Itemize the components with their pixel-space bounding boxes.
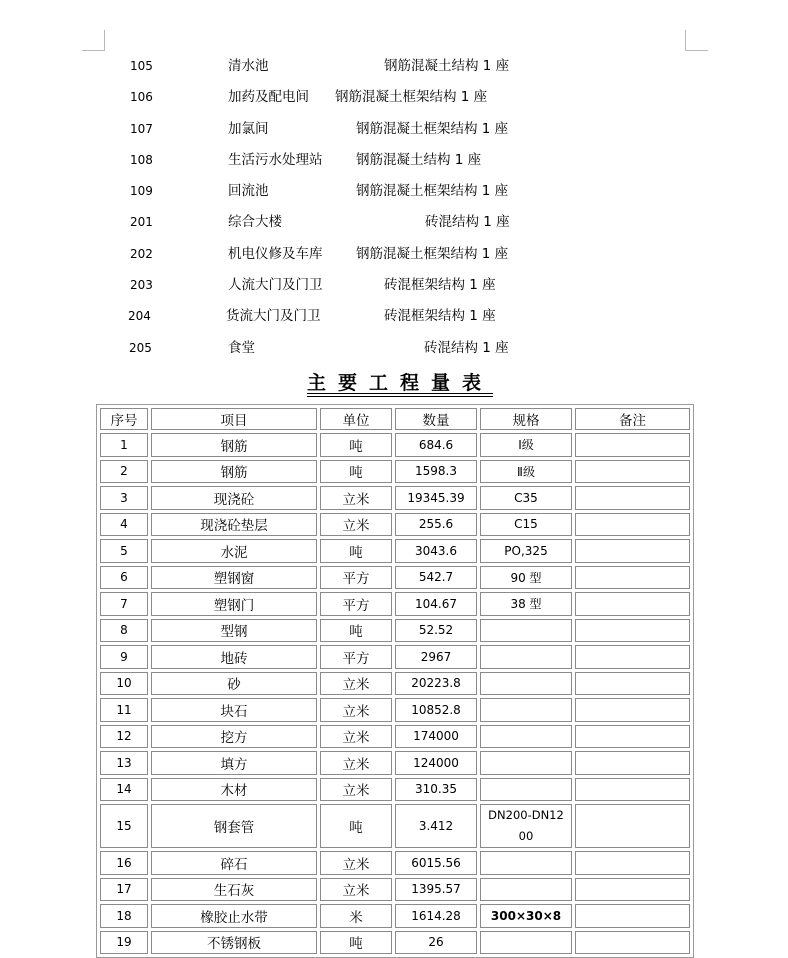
table-row <box>100 645 690 669</box>
note-cell <box>575 619 690 643</box>
quantity-cell: 104.67 <box>395 592 477 616</box>
note-cell <box>575 878 690 902</box>
structure-type: 钢筋混凝土框架结构 1 座 <box>356 245 509 262</box>
structure-list <box>0 51 788 364</box>
structure-type: 钢筋混凝土框架结构 1 座 <box>356 120 509 137</box>
row-number-cell: 2 <box>100 460 148 484</box>
structure-number: 107 <box>130 121 153 136</box>
row-number-cell: 15 <box>100 804 148 848</box>
row-number-cell: 6 <box>100 566 148 590</box>
spec-cell: Ⅱ级 <box>480 460 572 484</box>
unit-cell: 平方 <box>320 645 392 669</box>
item-cell: 挖方 <box>151 725 317 749</box>
note-cell <box>575 804 690 848</box>
note-cell <box>575 433 690 457</box>
unit-cell: 平方 <box>320 566 392 590</box>
structure-row <box>0 270 788 301</box>
structure-number: 203 <box>130 278 153 293</box>
spec-cell <box>480 672 572 696</box>
structure-row <box>0 145 788 176</box>
row-number-cell: 11 <box>100 698 148 722</box>
row-number-cell: 1 <box>100 433 148 457</box>
structure-name: 货流大门及门卫 <box>226 308 321 325</box>
structure-row <box>0 114 788 145</box>
structure-name: 回流池 <box>228 183 269 200</box>
note-cell <box>575 486 690 510</box>
table-row <box>100 433 690 457</box>
table-row <box>100 751 690 775</box>
note-cell <box>575 751 690 775</box>
item-cell: 不锈钢板 <box>151 931 317 955</box>
row-number-cell: 3 <box>100 486 148 510</box>
table-header-row <box>100 408 690 430</box>
note-cell <box>575 778 690 802</box>
item-cell: 木材 <box>151 778 317 802</box>
structure-row <box>0 333 788 364</box>
item-cell: 块石 <box>151 698 317 722</box>
unit-cell: 立米 <box>320 851 392 875</box>
note-cell <box>575 904 690 928</box>
item-cell: 橡胶止水带 <box>151 904 317 928</box>
header-cell: 规格 <box>480 408 572 430</box>
row-number-cell: 13 <box>100 751 148 775</box>
item-cell: 现浇砼垫层 <box>151 513 317 537</box>
item-cell: 塑钢门 <box>151 592 317 616</box>
structure-type: 钢筋混凝土结构 1 座 <box>384 58 510 74</box>
spec-cell: Ⅰ级 <box>480 433 572 457</box>
spec-cell: PO,325 <box>480 539 572 563</box>
unit-cell: 立米 <box>320 672 392 696</box>
row-number-cell: 8 <box>100 619 148 643</box>
note-cell <box>575 645 690 669</box>
quantity-cell: 1614.28 <box>395 904 477 928</box>
structure-type: 砖混结构 1 座 <box>425 214 510 231</box>
table-row <box>100 804 690 848</box>
quantity-cell: 1395.57 <box>395 878 477 902</box>
note-cell <box>575 672 690 696</box>
note-cell <box>575 851 690 875</box>
quantity-cell: 19345.39 <box>395 486 477 510</box>
row-number-cell: 18 <box>100 904 148 928</box>
unit-cell: 立米 <box>320 486 392 510</box>
row-number-cell: 9 <box>100 645 148 669</box>
spec-cell <box>480 931 572 955</box>
header-cell: 数量 <box>395 408 477 430</box>
spec-cell <box>480 878 572 902</box>
table-row <box>100 460 690 484</box>
structure-row <box>0 239 788 270</box>
unit-cell: 吨 <box>320 931 392 955</box>
note-cell <box>575 566 690 590</box>
quantity-cell: 1598.3 <box>395 460 477 484</box>
note-cell <box>575 513 690 537</box>
structure-name: 加氯间 <box>228 120 269 137</box>
unit-cell: 立米 <box>320 751 392 775</box>
structure-number: 105 <box>130 59 153 73</box>
structure-name: 人流大门及门卫 <box>228 277 323 294</box>
row-number-cell: 14 <box>100 778 148 802</box>
header-cell: 序号 <box>100 408 148 430</box>
item-cell: 现浇砼 <box>151 486 317 510</box>
unit-cell: 立米 <box>320 513 392 537</box>
unit-cell: 米 <box>320 904 392 928</box>
unit-cell: 吨 <box>320 539 392 563</box>
quantity-cell: 6015.56 <box>395 851 477 875</box>
unit-cell: 吨 <box>320 804 392 848</box>
structure-number: 106 <box>130 90 153 105</box>
structure-number: 205 <box>129 340 152 355</box>
structure-row <box>0 82 788 113</box>
spec-cell <box>480 725 572 749</box>
structure-row <box>0 176 788 207</box>
spec-cell <box>480 698 572 722</box>
item-cell: 生石灰 <box>151 878 317 902</box>
item-cell: 钢筋 <box>151 433 317 457</box>
spec-cell: C15 <box>480 513 572 537</box>
structure-row <box>0 207 788 238</box>
table-title: 主要工程量表 <box>306 372 493 394</box>
table-row <box>100 619 690 643</box>
table-row <box>100 486 690 510</box>
structure-name: 加药及配电间 <box>228 89 309 106</box>
row-number-cell: 19 <box>100 931 148 955</box>
spec-cell <box>480 751 572 775</box>
row-number-cell: 5 <box>100 539 148 563</box>
structure-number: 202 <box>130 246 153 261</box>
quantity-cell: 52.52 <box>395 619 477 643</box>
table-row <box>100 725 690 749</box>
table-row <box>100 851 690 875</box>
structure-name: 生活污水处理站 <box>228 151 323 168</box>
unit-cell: 平方 <box>320 592 392 616</box>
structure-name: 食堂 <box>228 339 255 356</box>
note-cell <box>575 725 690 749</box>
spec-cell <box>480 851 572 875</box>
row-number-cell: 10 <box>100 672 148 696</box>
table-row <box>100 672 690 696</box>
unit-cell: 吨 <box>320 460 392 484</box>
spec-cell: C35 <box>480 486 572 510</box>
table-row <box>100 904 690 928</box>
structure-number: 204 <box>128 309 151 324</box>
table-row <box>100 539 690 563</box>
item-cell: 钢套管 <box>151 804 317 848</box>
row-number-cell: 7 <box>100 592 148 616</box>
structure-type: 钢筋混凝土框架结构 1 座 <box>356 183 509 200</box>
note-cell <box>575 931 690 955</box>
row-number-cell: 4 <box>100 513 148 537</box>
note-cell <box>575 460 690 484</box>
structure-type: 砖混框架结构 1 座 <box>384 308 496 325</box>
spec-cell <box>480 619 572 643</box>
spec-cell <box>480 778 572 802</box>
table-row <box>100 931 690 955</box>
structure-type: 砖混结构 1 座 <box>424 339 509 356</box>
unit-cell: 立米 <box>320 778 392 802</box>
quantity-cell: 2967 <box>395 645 477 669</box>
quantity-cell: 255.6 <box>395 513 477 537</box>
quantity-cell: 310.35 <box>395 778 477 802</box>
quantity-table <box>96 404 694 958</box>
spec-cell: 300×30×8 <box>480 904 572 928</box>
item-cell: 碎石 <box>151 851 317 875</box>
spec-cell: 38 型 <box>480 592 572 616</box>
item-cell: 砂 <box>151 672 317 696</box>
quantity-cell: 124000 <box>395 751 477 775</box>
page-corner-mark-right <box>685 30 708 51</box>
row-number-cell: 17 <box>100 878 148 902</box>
quantity-cell: 26 <box>395 931 477 955</box>
row-number-cell: 12 <box>100 725 148 749</box>
unit-cell: 立米 <box>320 878 392 902</box>
item-cell: 钢筋 <box>151 460 317 484</box>
quantity-cell: 542.7 <box>395 566 477 590</box>
structure-name: 清水池 <box>228 58 269 74</box>
page-corner-mark-left <box>82 30 105 51</box>
row-number-cell: 16 <box>100 851 148 875</box>
item-cell: 填方 <box>151 751 317 775</box>
unit-cell: 吨 <box>320 619 392 643</box>
quantity-cell: 3.412 <box>395 804 477 848</box>
structure-number: 201 <box>130 215 153 230</box>
note-cell <box>575 592 690 616</box>
table-row <box>100 698 690 722</box>
structure-number: 108 <box>130 152 153 167</box>
structure-type: 钢筋混凝土结构 1 座 <box>356 151 482 168</box>
table-row <box>100 566 690 590</box>
item-cell: 型钢 <box>151 619 317 643</box>
structure-name: 综合大楼 <box>228 214 282 231</box>
header-cell: 单位 <box>320 408 392 430</box>
structure-number: 109 <box>130 184 153 199</box>
structure-type: 砖混框架结构 1 座 <box>384 277 496 294</box>
quantity-cell: 10852.8 <box>395 698 477 722</box>
quantity-cell: 20223.8 <box>395 672 477 696</box>
header-cell: 项目 <box>151 408 317 430</box>
note-cell <box>575 698 690 722</box>
quantity-cell: 684.6 <box>395 433 477 457</box>
header-cell: 备注 <box>575 408 690 430</box>
structure-row <box>0 51 788 82</box>
quantity-cell: 3043.6 <box>395 539 477 563</box>
structure-name: 机电仪修及车库 <box>228 245 323 262</box>
unit-cell: 立米 <box>320 725 392 749</box>
structure-row <box>0 301 788 332</box>
spec-cell: DN200-DN1200 <box>480 804 572 848</box>
table-row <box>100 513 690 537</box>
unit-cell: 吨 <box>320 433 392 457</box>
item-cell: 塑钢窗 <box>151 566 317 590</box>
quantity-cell: 174000 <box>395 725 477 749</box>
item-cell: 水泥 <box>151 539 317 563</box>
item-cell: 地砖 <box>151 645 317 669</box>
unit-cell: 立米 <box>320 698 392 722</box>
table-row <box>100 778 690 802</box>
table-row <box>100 878 690 902</box>
spec-cell: 90 型 <box>480 566 572 590</box>
note-cell <box>575 539 690 563</box>
spec-cell <box>480 645 572 669</box>
structure-type: 钢筋混凝土框架结构 1 座 <box>335 89 488 106</box>
table-row <box>100 592 690 616</box>
